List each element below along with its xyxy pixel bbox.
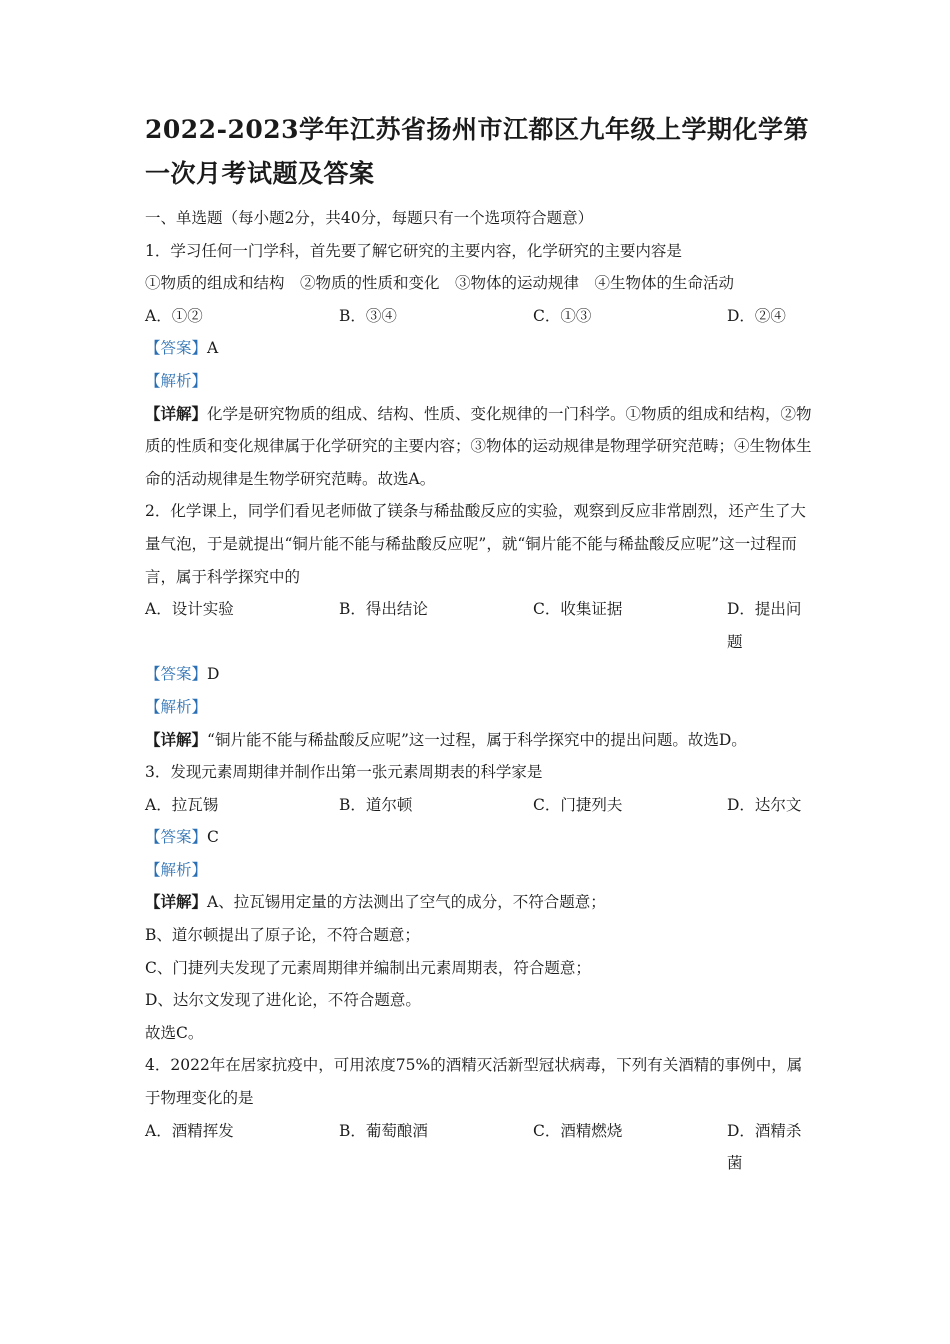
q1-items: ①物质的组成和结构 ②物质的性质和变化 ③物体的运动规律 ④生物体的生命活动	[145, 274, 735, 293]
q3-detail-line-3: C、门捷列夫发现了元素周期律并编制出元素周期表，符合题意；	[145, 958, 591, 977]
q3-options	[145, 789, 815, 822]
q4-option-c: C．酒精燃烧	[533, 1121, 623, 1140]
q1-answer	[145, 332, 815, 365]
q1-option-c: C．①③	[533, 306, 592, 325]
q2-option-c: C．收集证据	[533, 600, 623, 619]
analysis-label: 【解析】	[145, 371, 208, 390]
analysis-label: 【解析】	[145, 697, 208, 716]
q2-spacer	[145, 626, 815, 659]
answer-label: 【答案】	[145, 665, 208, 684]
q4-options	[145, 1115, 815, 1173]
q3-stem: 3．发现元素周期律并制作出第一张元素周期表的科学家是	[145, 763, 543, 782]
answer-label: 【答案】	[145, 828, 208, 847]
q2-stem: 2．化学课上，同学们看见老师做了镁条与稀盐酸反应的实验，观察到反应非常剧烈，还产生了大量气泡，于是就提出“铜片能不能与稀盐酸反应呢”，就“铜片能不能与稀盐酸反应呢”这一过程而言，属于科学探究中的	[145, 502, 806, 586]
q2-option-a: A．设计实验	[145, 600, 234, 619]
q2-answer	[145, 658, 815, 691]
q3-option-d: D．达尔文	[727, 795, 802, 814]
q3-answer-value: C	[207, 828, 219, 847]
q1-detail	[145, 398, 815, 496]
q3-detail-text-1: A、拉瓦锡用定量的方法测出了空气的成分，不符合题意；	[207, 893, 606, 912]
q3-option-c: C．门捷列夫	[533, 795, 623, 814]
q3-detail-line-4: D、达尔文发现了进化论，不符合题意。	[145, 991, 421, 1010]
section-heading: 一、单选题（每小题2分，共40分，每题只有一个选项符合题意）	[145, 209, 594, 227]
q4-option-a: A．酒精挥发	[145, 1121, 234, 1140]
q1-option-d: D．②④	[727, 306, 786, 325]
q2-detail-text: “铜片能不能与稀盐酸反应呢”这一过程，属于科学探究中的提出问题。故选D。	[207, 730, 747, 749]
q2-option-d: D．提出问题	[727, 600, 802, 651]
answer-label: 【答案】	[145, 339, 208, 358]
document-page	[145, 108, 815, 1173]
q4-option-d: D．酒精杀菌	[727, 1121, 802, 1173]
detail-label: 【详解】	[145, 403, 208, 423]
q4-option-b: B．葡萄酿酒	[339, 1121, 428, 1140]
q3-analysis	[145, 854, 815, 887]
q3-detail-line-1	[145, 886, 815, 919]
q1-stem: 1．学习任何一门学科，首先要了解它研究的主要内容，化学研究的主要内容是	[145, 241, 682, 260]
q3-answer	[145, 821, 815, 854]
q1-answer-value: A	[207, 339, 219, 358]
document-title: 2022-2023学年江苏省扬州市江都区九年级上学期化学第一次月考试题及答案	[145, 115, 810, 188]
q3-detail-line-5: 故选C。	[145, 1023, 204, 1042]
q2-detail	[145, 724, 815, 757]
q4-stem: 4．2022年在居家抗疫中，可用浓度75%的酒精灭活新型冠状病毒，下列有关酒精的事例中，属于物理变化的是	[145, 1056, 803, 1108]
q1-option-b: B．③④	[339, 306, 397, 325]
q1-option-a: A．①②	[145, 306, 203, 325]
q1-detail-text: 化学是研究物质的组成、结构、性质、变化规律的一门科学。①物质的组成和结构，②物质的性质和变化规律属于化学研究的主要内容；③物体的运动规律是物理学研究范畴；④生物体生命的活动规律是生物学研究范畴。故选A。	[145, 404, 812, 488]
analysis-label: 【解析】	[145, 860, 208, 879]
q3-option-b: B．道尔顿	[339, 795, 413, 814]
q1-options	[145, 300, 815, 333]
q3-option-a: A．拉瓦锡	[145, 795, 219, 814]
detail-label: 【详解】	[145, 892, 208, 912]
q3-detail-line-2: B、道尔顿提出了原子论，不符合题意；	[145, 926, 420, 945]
q2-analysis	[145, 691, 815, 724]
detail-label: 【详解】	[145, 729, 208, 749]
q2-option-b: B．得出结论	[339, 600, 428, 619]
q2-options	[145, 593, 815, 651]
q1-analysis	[145, 365, 815, 398]
q2-answer-value: D	[207, 665, 220, 684]
